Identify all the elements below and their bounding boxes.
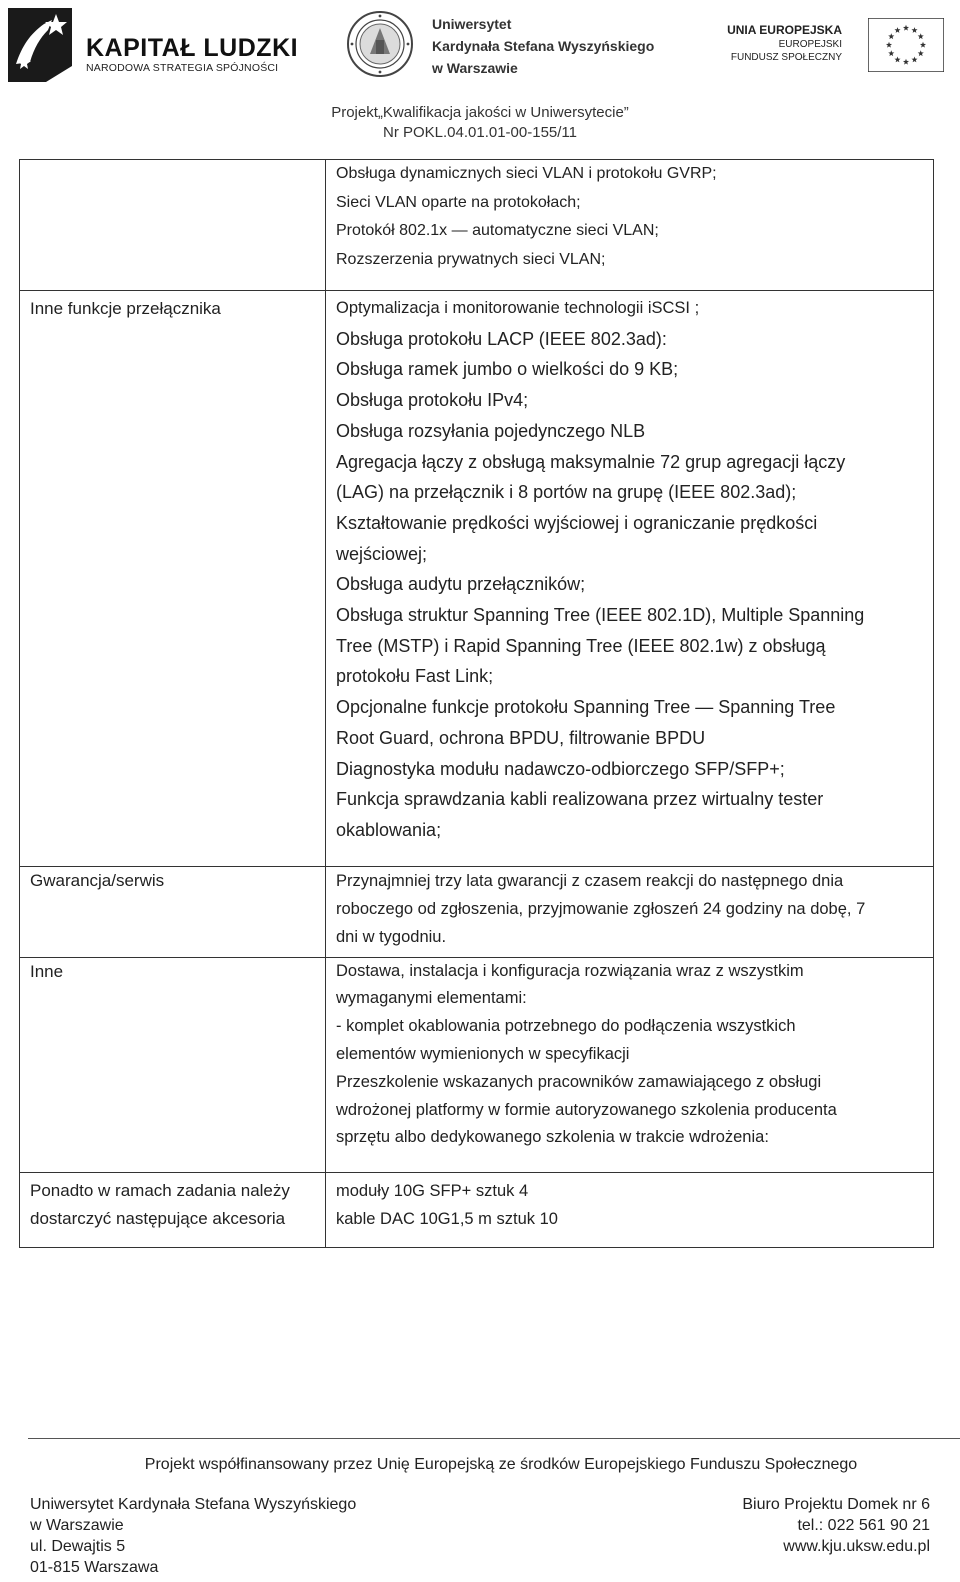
row-content-lines: [326, 958, 933, 1173]
footer-divider: [28, 1438, 960, 1439]
content-line: Protokół 802.1x — automatyczne sieci VLAN;: [336, 222, 659, 239]
eu-logo-line-1: UNIA EUROPEJSKA: [727, 23, 842, 37]
content-line: Diagnostyka modułu nadawczo-odbiorczego SFP/SFP+;: [336, 758, 785, 779]
row-label-cell: [20, 957, 326, 1173]
eu-logo: [727, 18, 952, 78]
table-row: [20, 1173, 934, 1248]
content-line: Sieci VLAN oparte na protokołach;: [336, 193, 581, 211]
uksw-logo: [346, 10, 676, 80]
address-line: ul. Dewajtis 5: [30, 1538, 126, 1555]
row-content-cell: [326, 291, 934, 867]
content-line: Optymalizacja i monitorowanie technologii iSCSI ;: [336, 299, 700, 317]
footer-address: [30, 1494, 356, 1578]
content-line: - komplet okablowania potrzebnego do podłączenia wszystkich: [336, 1017, 796, 1036]
uksw-name-line-3: w Warszawie: [432, 60, 518, 76]
footer-funding-note: Projekt współfinansowany przez Unię Europejską ze środków Europejskiego Funduszu Społecznego: [144, 1456, 858, 1473]
row-content-cell: [326, 866, 934, 957]
row-label: Inne funkcje przełącznika: [30, 299, 221, 318]
eu-logo-line-2: EUROPEJSKI: [778, 39, 842, 50]
content-line: Obsługa protokołu IPv4;: [336, 390, 529, 411]
table-row: [20, 160, 934, 291]
office-website-link[interactable]: www.kju.uksw.edu.pl: [783, 1538, 930, 1555]
content-line: dni w tygodniu.: [336, 927, 447, 946]
row-content-cell: [326, 1173, 934, 1248]
row-content-lines: [326, 867, 933, 957]
row-label: Gwarancja/serwis: [30, 870, 165, 890]
content-line: elementów wymienionych w specyfikacji: [336, 1045, 630, 1064]
content-line: (LAG) na przełącznik i 8 portów na grupę (IEEE 802.3ad);: [336, 482, 797, 503]
content-line: Dostawa, instalacja i konfiguracja rozwiązania wraz z wszystkim: [336, 961, 804, 980]
content-line: okablowania;: [336, 819, 442, 840]
content-line: kable DAC 10G1,5 m sztuk 10: [336, 1210, 558, 1229]
content-line: Tree (MSTP) i Rapid Spanning Tree (IEEE 802.1w) z obsługą: [336, 635, 826, 656]
kapital-ludzki-title: KAPITAŁ LUDZKI: [86, 34, 299, 62]
content-line: Przynajmniej trzy lata gwarancji z czasem reakcji do następnego dnia: [336, 871, 844, 890]
row-label: dostarczyć następujące akcesoria: [30, 1209, 286, 1229]
row-content-lines: [326, 291, 933, 866]
uksw-name-line-2: Kardynała Stefana Wyszyńskiego: [432, 38, 655, 54]
address-line: 01-815 Warszawa: [30, 1559, 159, 1576]
uksw-name-line-1: Uniwersytet: [432, 16, 512, 32]
content-line: Opcjonalne funkcje protokołu Spanning Tree — Spanning Tree: [336, 697, 836, 718]
kapital-ludzki-logo: [6, 6, 299, 86]
page-header: [0, 0, 960, 150]
content-line: protokołu Fast Link;: [336, 666, 494, 687]
content-line: wymaganymi elementami:: [336, 989, 527, 1008]
row-content-lines: [326, 160, 933, 290]
row-label-cell: [20, 866, 326, 957]
content-line: Obsługa ramek jumbo o wielkości do 9 KB;: [336, 359, 679, 380]
content-line: Obsługa audytu przełączników;: [336, 574, 586, 595]
content-line: Funkcja sprawdzania kabli realizowana przez wirtualny tester: [336, 789, 824, 810]
specification-table: [19, 159, 934, 1248]
content-line: Przeszkolenie wskazanych pracowników zamawiającego z obsługi: [336, 1072, 822, 1091]
office-phone: tel.: 022 561 90 21: [797, 1517, 930, 1534]
kapital-ludzki-subtitle: NARODOWA STRATEGIA SPÓJNOŚCI: [86, 62, 279, 74]
office-name: Biuro Projektu Domek nr 6: [742, 1496, 930, 1513]
row-label-cell: [20, 1173, 326, 1248]
content-line: Rozszerzenia prywatnych sieci VLAN;: [336, 250, 606, 268]
content-line: roboczego od zgłoszenia, przyjmowanie zgłoszeń 24 godziny na dobę, 7: [336, 899, 866, 918]
project-title: Projekt„Kwalifikacja jakości w Uniwersytecie”: [331, 104, 629, 121]
footer-contact: [742, 1494, 930, 1557]
row-label: Inne: [30, 961, 64, 981]
content-line: wejściowej;: [336, 543, 428, 564]
content-line: Obsługa rozsyłania pojedynczego NLB: [336, 420, 646, 441]
row-label-cell: [20, 291, 326, 867]
content-line: Root Guard, ochrona BPDU, filtrowanie BPDU: [336, 727, 706, 748]
address-line: w Warszawie: [30, 1517, 124, 1534]
table-row: [20, 291, 934, 867]
content-line: Obsługa struktur Spanning Tree (IEEE 802.1D), Multiple Spanning: [336, 605, 865, 626]
university-seal-icon: [346, 10, 414, 78]
content-line: Agregacja łączy z obsługą maksymalnie 72 grup agregacji łączy: [336, 451, 846, 472]
content-line: moduły 10G SFP+ sztuk 4: [336, 1182, 529, 1201]
address-line: Uniwersytet Kardynała Stefana Wyszyńskiego: [30, 1496, 357, 1513]
content-line: sprzętu albo dedykowanego szkolenia w trakcie wdrożenia:: [336, 1128, 769, 1147]
row-label: Ponadto w ramach zadania należy: [30, 1181, 290, 1201]
eu-logo-line-3: FUNDUSZ SPOŁECZNY: [730, 52, 842, 63]
kapital-ludzki-emblem-icon: [6, 6, 74, 84]
project-number: Nr POKL.04.01.01-00-155/11: [382, 124, 577, 141]
content-line: Kształtowanie prędkości wyjściowej i ograniczanie prędkości: [336, 512, 818, 533]
content-line: wdrożonej platformy w formie autoryzowanego szkolenia producenta: [336, 1100, 837, 1119]
content-line: Obsługa dynamicznych sieci VLAN i protokołu GVRP;: [336, 165, 717, 182]
content-line: Obsługa protokołu LACP (IEEE 802.3ad):: [336, 328, 667, 349]
eu-flag-icon: [868, 18, 944, 72]
row-content-cell: [326, 957, 934, 1173]
row-content-lines: [326, 1173, 933, 1247]
table-row: [20, 957, 934, 1173]
table-row: [20, 866, 934, 957]
row-content-cell: [326, 160, 934, 291]
row-label-cell: [20, 160, 326, 291]
